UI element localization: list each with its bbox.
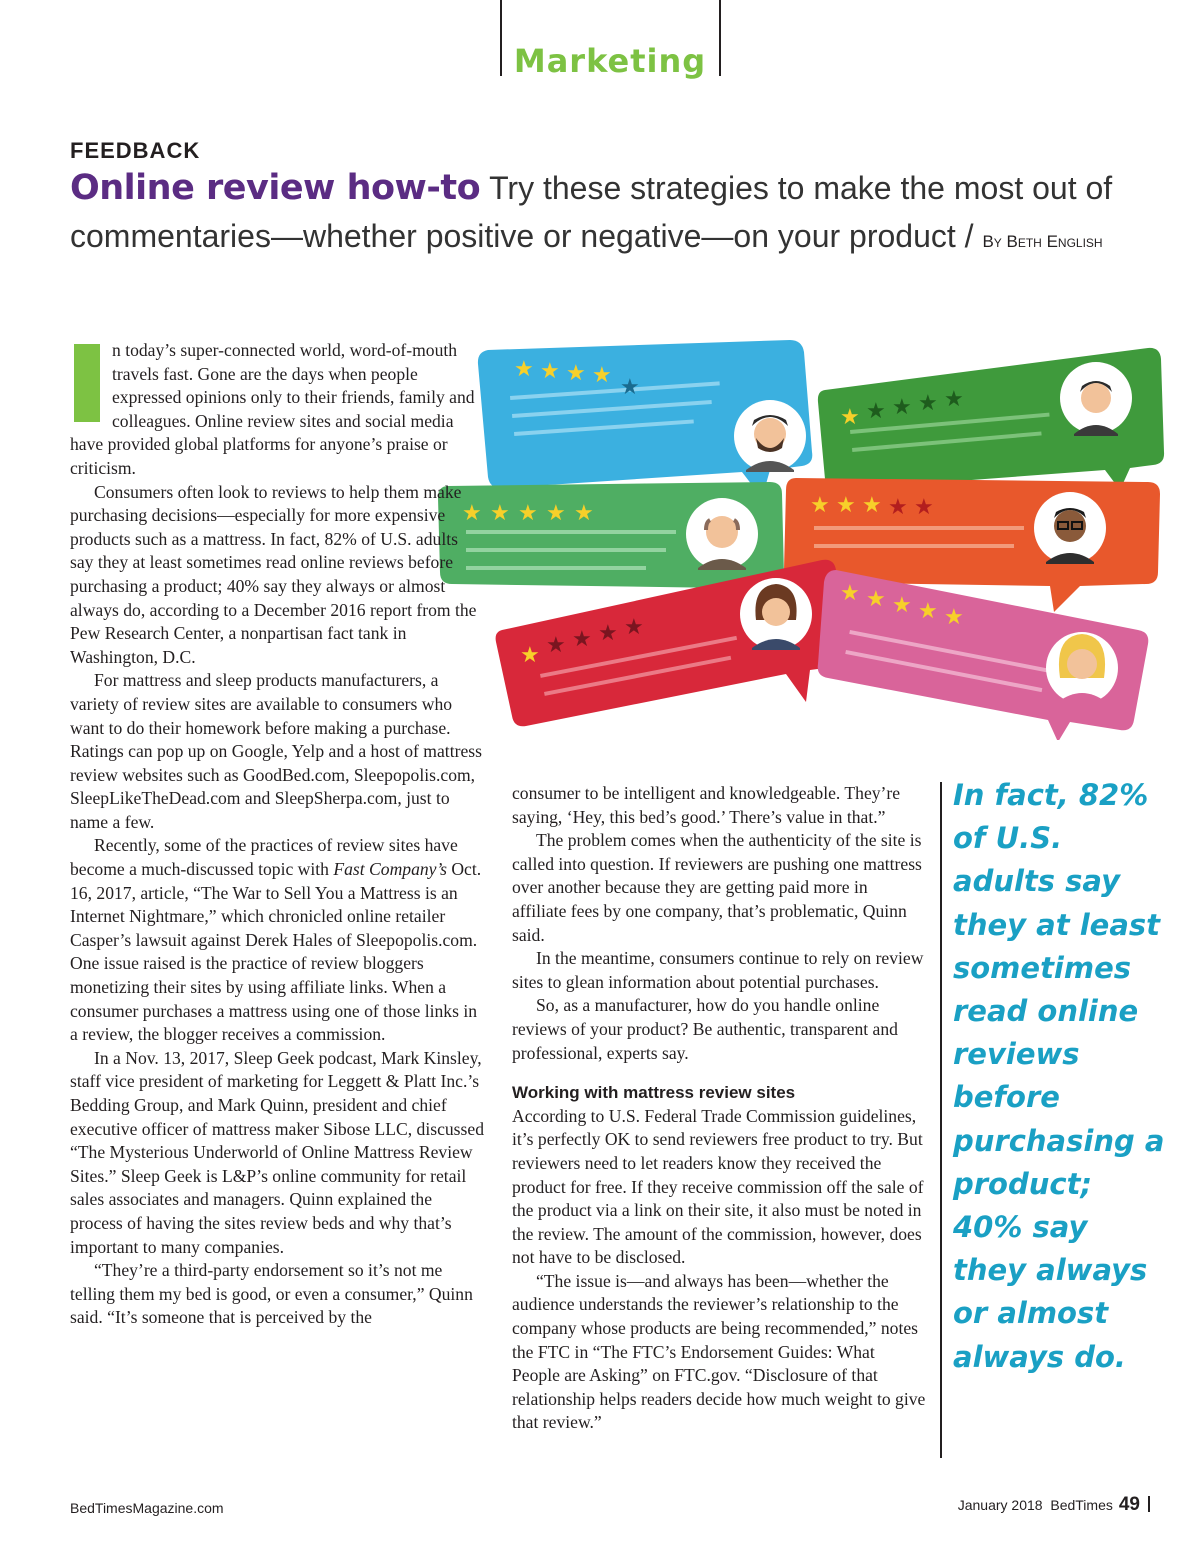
svg-text:★: ★ <box>918 599 938 624</box>
footer-divider <box>1148 1496 1150 1512</box>
svg-text:★: ★ <box>540 359 560 384</box>
article-paragraph-3-text: For mattress and sleep products manufacturers, a variety of review sites are available to consumers who want to do their homework before making a purchase. Ratings can pop up on Google, Yelp and a host of mattress review websites such as GoodBed.com, Sleepopolis.com, SleepLikeTheDead.com and SleepSherpa.com, just to name a few. <box>70 670 482 832</box>
article-paragraph-9: In the meantime, consumers continue to rely on review sites to glean information about potential purchases. <box>512 948 924 992</box>
svg-text:★: ★ <box>518 501 538 526</box>
subheading: Working with mattress review sites <box>512 1083 796 1103</box>
svg-text:★: ★ <box>546 501 566 526</box>
article-paragraph-4-text-a: Recently, some of the practices of review sites have become a much-discussed topic with <box>70 835 458 880</box>
svg-text:★: ★ <box>490 501 510 526</box>
footer-issue <box>958 1494 1150 1516</box>
drop-cap-bar <box>74 344 100 422</box>
footer-issue-text: January 2018 BedTimes <box>957 1497 1113 1513</box>
pull-quote-rule <box>940 782 942 1458</box>
svg-text:★: ★ <box>572 627 592 652</box>
article-paragraph-7: consumer to be intelligent and knowledgeable. They’re saying, ‘Hey, this bed’s good.’ There’s value in that.” <box>512 783 901 827</box>
article-paragraph-4 <box>70 834 485 1046</box>
svg-text:★: ★ <box>888 495 908 520</box>
svg-text:★: ★ <box>840 581 860 606</box>
svg-text:★: ★ <box>862 493 882 518</box>
svg-text:★: ★ <box>866 587 886 612</box>
svg-text:★: ★ <box>840 405 860 430</box>
svg-text:★: ★ <box>546 633 566 658</box>
woman-brown-hair-avatar <box>740 578 812 650</box>
svg-text:★: ★ <box>892 593 912 618</box>
deck: Try these strategies to make the most out of commentaries—whether positive or negative—on your product / <box>70 170 1113 254</box>
article-paragraph-2: Consumers often look to reviews to help them make purchasing decisions—especially for more expensive products such as a mattress. In fact, 82% of U.S. adults say they at least sometimes read online reviews before purchasing a product; 40% say they always or almost always do, according to a December 2016 report from the Pew Research Center, a nonpartisan fact tank in Washington, D.C. <box>70 481 477 667</box>
svg-text:★: ★ <box>514 357 534 382</box>
svg-text:★: ★ <box>620 375 640 400</box>
bald-man-avatar <box>686 498 758 570</box>
man-glasses-avatar <box>1034 492 1106 564</box>
svg-text:★: ★ <box>866 399 886 424</box>
svg-text:★: ★ <box>598 621 618 646</box>
review-bubbles-illustration <box>430 330 1170 740</box>
article-paragraph-5: In a Nov. 13, 2017, Sleep Geek podcast, Mark Kinsley, staff vice president of marketing for Leggett & Platt Inc.’s Bedding Group, and Mark Quinn, president and chief executive officer of mattress maker Sibose LLC, discussed “The Mysterious Underworld of Online Mattress Review Sites.” Sleep Geek is L&P’s online community for retail sales associates and managers. Quinn explained the process of having the sites review beds and why that’s important to many companies. <box>70 1047 484 1257</box>
stars-orange <box>810 493 934 520</box>
article-paragraph-10: So, as a manufacturer, how do you handle online reviews of your product? Be authentic, transparent and professional, experts say. <box>512 995 898 1063</box>
svg-text:★: ★ <box>574 501 594 526</box>
svg-text:★: ★ <box>462 501 482 526</box>
article-paragraph-1: n today’s super-connected world, word-of-mouth travels fast. Gone are the days when people expressed opinions only to their friends, family and colleagues. Online review sites and social media have provided global platforms for anyone’s praise or criticism. <box>70 340 475 478</box>
article-paragraph-12: “The issue is—and always has been—whether the audience understands the reviewer’s relationship to the company whose products are being recommended,” notes the FTC in “The FTC’s Endorsement Guides: What People are Asking” on FTC.gov. “Disclosure of that relationship helps readers decide how much weight to give that review.” <box>512 1270 926 1433</box>
svg-text:★: ★ <box>592 363 612 388</box>
svg-text:★: ★ <box>918 391 938 416</box>
publication-name: Fast Company’s <box>333 859 447 880</box>
article-paragraph-8: The problem comes when the authenticity of the site is called into question. If reviewers are pushing one mattress over another because they are getting paid more in affiliate fees by one company, that’s problematic, Quinn said. <box>512 830 922 945</box>
svg-text:★: ★ <box>944 387 964 412</box>
svg-text:★: ★ <box>520 643 540 668</box>
section-label: Marketing <box>513 42 707 80</box>
page-number: 49 <box>1118 1494 1140 1515</box>
bearded-man-avatar <box>734 400 806 472</box>
svg-text:★: ★ <box>944 605 964 630</box>
pull-quote: In fact, 82% of U.S. adults say they at least sometimes read online reviews before purchasing a product; 40% say they always or almost always do. <box>953 778 1165 1374</box>
byline: By Beth English <box>982 232 1103 251</box>
headline-block <box>70 164 1150 266</box>
headline: Online review how-to <box>70 168 481 208</box>
svg-text:★: ★ <box>892 395 912 420</box>
svg-text:★: ★ <box>566 361 586 386</box>
svg-text:★: ★ <box>914 495 934 520</box>
kicker: FEEDBACK <box>70 138 201 163</box>
article-paragraph-11: According to U.S. Federal Trade Commission guidelines, it’s perfectly OK to send reviewers free product to try. But reviewers need to let readers know they received the product for free. If they receive commission off the sale of the product via a link on their site, it also must be noted in the review. The amount of the commission, however, does not have to be disclosed. <box>512 1105 924 1268</box>
section-divider-right <box>719 0 721 76</box>
svg-text:★: ★ <box>836 493 856 518</box>
article-paragraph-6: “They’re a third-party endorsement so it’s not me telling them my bed is good, or even a consumer,” Quinn said. “It’s someone that is perceived by the <box>70 1260 473 1328</box>
article-column-1 <box>70 339 485 1330</box>
article-paragraph-4-text-b: Oct. 16, 2017, article, “The War to Sell You a Mattress is an Internet Nightmare,” which chronicled online retailer Casper’s lawsuit against Derek Hales of Sleepopolis.com. One issue raised is the practice of review bloggers monetizing their sites by using affiliate links. When a consumer purchases a mattress using one of those links in a review, the blogger receives a commission. <box>70 859 482 1045</box>
svg-text:★: ★ <box>810 493 830 518</box>
svg-text:★: ★ <box>624 615 644 640</box>
blonde-woman-avatar <box>1046 632 1118 704</box>
article-paragraph-3 <box>70 669 485 834</box>
footer-website: BedTimesMagazine.com <box>70 1500 224 1516</box>
article-column-2 <box>512 782 926 1435</box>
